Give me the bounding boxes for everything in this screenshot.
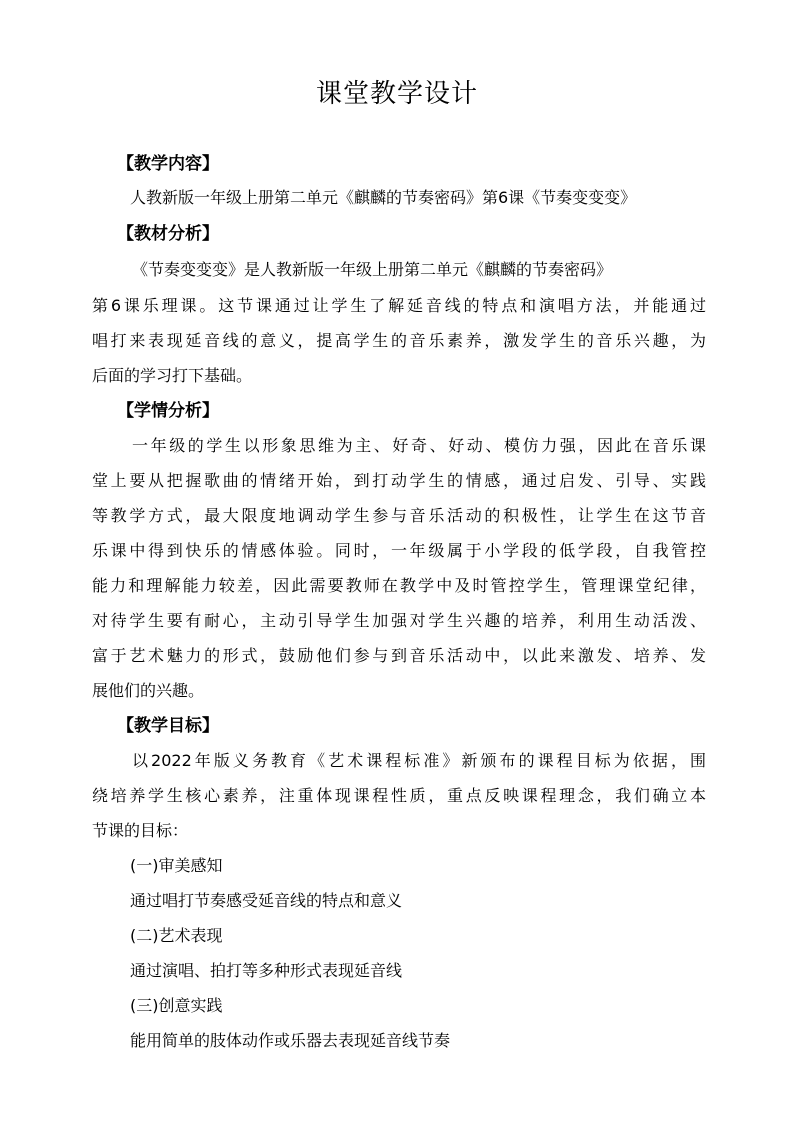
textbook-analysis-line: 第6课乐理课。这节课通过让学生了解延音线的特点和演唱方法，并能通过 [92, 296, 706, 315]
teaching-goals-line: 以2022年版义务教育《艺术课程标准》新颁布的课程目标为依据，围 [132, 751, 706, 770]
student-analysis-line: 富于艺术魅力的形式，鼓励他们参与到音乐活动中，以此来激发、培养、发 [92, 646, 706, 665]
textbook-analysis-line: 后面的学习打下基础。 [92, 366, 253, 385]
section-heading-textbook-analysis: 【教材分析】 [117, 224, 219, 244]
goal-label: (三)创意实践 [130, 996, 223, 1015]
student-analysis-line: 等教学方式，最大限度地调动学生参与音乐活动的积极性，让学生在这节音 [92, 506, 706, 525]
student-analysis-line: 展他们的兴趣。 [92, 681, 205, 700]
student-analysis-line: 一年级的学生以形象思维为主、好奇、好动、模仿力强，因此在音乐课 [132, 436, 706, 455]
goal-label: (二)艺术表现 [130, 926, 223, 945]
textbook-analysis-line: 《节奏变变变》是人教新版一年级上册第二单元《麒麟的节奏密码》 [132, 260, 613, 279]
teaching-goals-line: 绕培养学生核心素养，注重体现课程性质，重点反映课程理念，我们确立本 [92, 786, 706, 805]
student-analysis-line: 堂上要从把握歌曲的情绪开始，到打动学生的情感，通过启发、引导、实践 [92, 471, 706, 490]
section-heading-content: 【教学内容】 [117, 154, 219, 174]
goal-text: 通过演唱、拍打等多种形式表现延音线 [130, 961, 403, 980]
textbook-analysis-line: 唱打来表现延音线的意义，提高学生的音乐素养，激发学生的音乐兴趣，为 [92, 331, 706, 350]
student-analysis-line: 乐课中得到快乐的情感体验。同时，一年级属于小学段的低学段，自我管控 [92, 541, 706, 560]
goal-text: 能用简单的肢体动作或乐器去表现延音线节奏 [130, 1031, 451, 1050]
student-analysis-line: 能力和理解能力较差，因此需要教师在教学中及时管控学生，管理课堂纪律， [92, 576, 706, 595]
section-heading-teaching-goals: 【教学目标】 [117, 716, 219, 736]
page-title: 课堂教学设计 [315, 79, 478, 109]
student-analysis-line: 对待学生要有耐心，主动引导学生加强对学生兴趣的培养，利用生动活泼、 [92, 611, 706, 630]
goal-text: 通过唱打节奏感受延音线的特点和意义 [130, 891, 403, 910]
teaching-goals-line: 节课的目标： [92, 821, 189, 840]
goal-label: (一)审美感知 [130, 856, 223, 875]
section-heading-student-analysis: 【学情分析】 [117, 401, 219, 421]
content-line: 人教新版一年级上册第二单元《麒麟的节奏密码》第6课《节奏变变变》 [130, 188, 637, 207]
